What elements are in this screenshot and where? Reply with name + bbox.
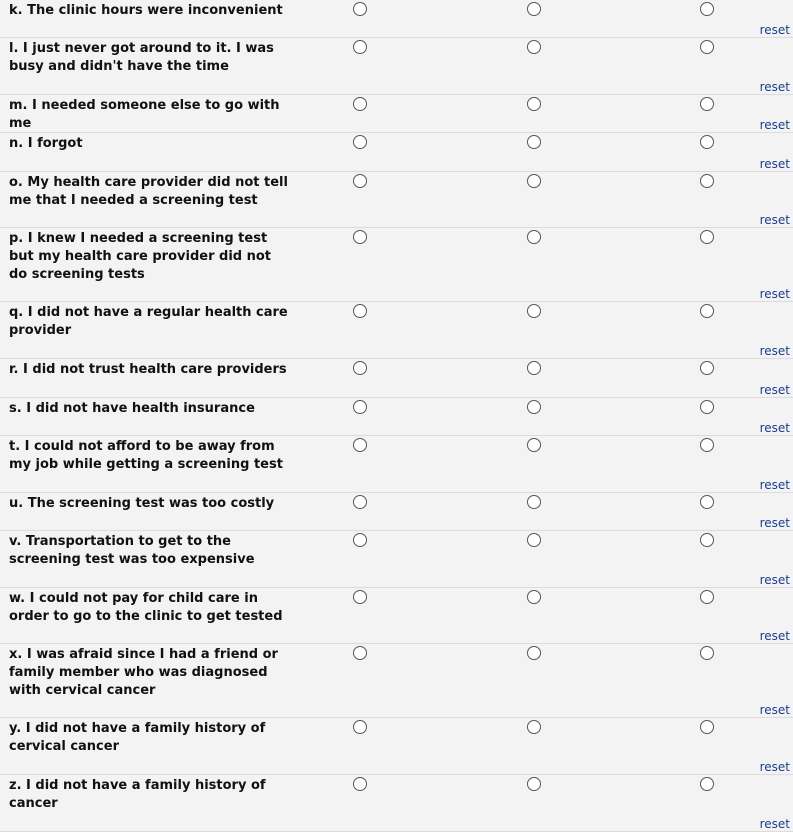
radio-option-1[interactable]: [353, 590, 367, 604]
radio-option-1[interactable]: [353, 135, 367, 149]
radio-option-1[interactable]: [353, 646, 367, 660]
question-label: q. I did not have a regular health care provider: [9, 305, 288, 338]
question-row-o: [0, 172, 793, 228]
question-label: t. I could not afford to be away from my job while getting a screening test: [9, 439, 283, 472]
radio-option-1[interactable]: [353, 777, 367, 791]
question-row-q: [0, 302, 793, 359]
question-label: k. The clinic hours were inconvenient: [9, 3, 283, 18]
question-label: r. I did not trust health care providers: [9, 362, 287, 377]
radio-option-2[interactable]: [527, 400, 541, 414]
radio-option-2[interactable]: [527, 135, 541, 149]
question-row-k: [0, 0, 793, 38]
radio-option-3[interactable]: [700, 2, 714, 16]
radio-option-3[interactable]: [700, 174, 714, 188]
question-label: o. My health care provider did not tell me that I needed a screening test: [9, 175, 288, 208]
question-row-s: [0, 398, 793, 436]
radio-option-1[interactable]: [353, 533, 367, 547]
question-row-m: [0, 95, 793, 133]
question-row-r: [0, 359, 793, 398]
radio-option-1[interactable]: [353, 2, 367, 16]
radio-option-3[interactable]: [700, 40, 714, 54]
radio-option-1[interactable]: [353, 495, 367, 509]
question-label: s. I did not have health insurance: [9, 401, 255, 416]
radio-option-3[interactable]: [700, 777, 714, 791]
question-label: l. I just never got around to it. I was busy and didn't have the time: [9, 41, 274, 74]
radio-option-3[interactable]: [700, 304, 714, 318]
question-label: n. I forgot: [9, 136, 83, 151]
radio-option-2[interactable]: [527, 646, 541, 660]
question-row-v: [0, 531, 793, 588]
reset-link[interactable]: reset: [759, 703, 790, 717]
radio-option-3[interactable]: [700, 533, 714, 547]
question-row-w: [0, 588, 793, 644]
radio-option-2[interactable]: [527, 304, 541, 318]
radio-option-2[interactable]: [527, 2, 541, 16]
radio-option-2[interactable]: [527, 533, 541, 547]
radio-option-3[interactable]: [700, 495, 714, 509]
radio-option-3[interactable]: [700, 720, 714, 734]
reset-link[interactable]: reset: [759, 118, 790, 132]
reset-link[interactable]: reset: [759, 573, 790, 587]
question-label: w. I could not pay for child care in order to go to the clinic to get tested: [9, 591, 283, 624]
reset-link[interactable]: reset: [759, 516, 790, 530]
question-row-p: [0, 228, 793, 302]
reset-link[interactable]: reset: [759, 383, 790, 397]
radio-option-3[interactable]: [700, 400, 714, 414]
question-label: y. I did not have a family history of cervical cancer: [9, 721, 266, 754]
radio-option-2[interactable]: [527, 590, 541, 604]
radio-option-3[interactable]: [700, 646, 714, 660]
reset-link[interactable]: reset: [759, 23, 790, 37]
reset-link[interactable]: reset: [759, 421, 790, 435]
radio-option-3[interactable]: [700, 97, 714, 111]
question-label: m. I needed someone else to go with me: [9, 98, 280, 131]
reset-link[interactable]: reset: [759, 478, 790, 492]
question-row-l: [0, 38, 793, 95]
radio-option-2[interactable]: [527, 495, 541, 509]
radio-option-3[interactable]: [700, 135, 714, 149]
radio-option-1[interactable]: [353, 720, 367, 734]
question-row-y: [0, 718, 793, 775]
reset-link[interactable]: reset: [759, 213, 790, 227]
radio-option-3[interactable]: [700, 230, 714, 244]
reset-link[interactable]: reset: [759, 344, 790, 358]
question-row-z: [0, 775, 793, 832]
radio-option-1[interactable]: [353, 230, 367, 244]
radio-option-2[interactable]: [527, 40, 541, 54]
radio-option-1[interactable]: [353, 304, 367, 318]
radio-option-2[interactable]: [527, 777, 541, 791]
radio-option-2[interactable]: [527, 174, 541, 188]
reset-link[interactable]: reset: [759, 287, 790, 301]
reset-link[interactable]: reset: [759, 817, 790, 831]
radio-option-2[interactable]: [527, 361, 541, 375]
question-label: x. I was afraid since I had a friend or family member who was diagnosed with cervical cancer: [9, 647, 278, 698]
reset-link[interactable]: reset: [759, 629, 790, 643]
radio-option-1[interactable]: [353, 400, 367, 414]
radio-option-1[interactable]: [353, 97, 367, 111]
reset-link[interactable]: reset: [759, 760, 790, 774]
radio-option-3[interactable]: [700, 590, 714, 604]
question-row-n: [0, 133, 793, 172]
radio-option-2[interactable]: [527, 97, 541, 111]
radio-option-2[interactable]: [527, 230, 541, 244]
question-row-x: [0, 644, 793, 718]
question-label: p. I knew I needed a screening test but my health care provider did not do screening tests: [9, 231, 272, 282]
radio-option-3[interactable]: [700, 361, 714, 375]
question-label: z. I did not have a family history of cancer: [9, 778, 266, 811]
radio-option-2[interactable]: [527, 438, 541, 452]
question-label: u. The screening test was too costly: [9, 496, 275, 511]
question-row-t: [0, 436, 793, 493]
question-row-u: [0, 493, 793, 531]
reset-link[interactable]: reset: [759, 80, 790, 94]
radio-option-1[interactable]: [353, 361, 367, 375]
radio-option-2[interactable]: [527, 720, 541, 734]
question-label: v. Transportation to get to the screening test was too expensive: [9, 534, 255, 567]
radio-option-1[interactable]: [353, 40, 367, 54]
reset-link[interactable]: reset: [759, 157, 790, 171]
radio-option-3[interactable]: [700, 438, 714, 452]
radio-option-1[interactable]: [353, 174, 367, 188]
radio-option-1[interactable]: [353, 438, 367, 452]
